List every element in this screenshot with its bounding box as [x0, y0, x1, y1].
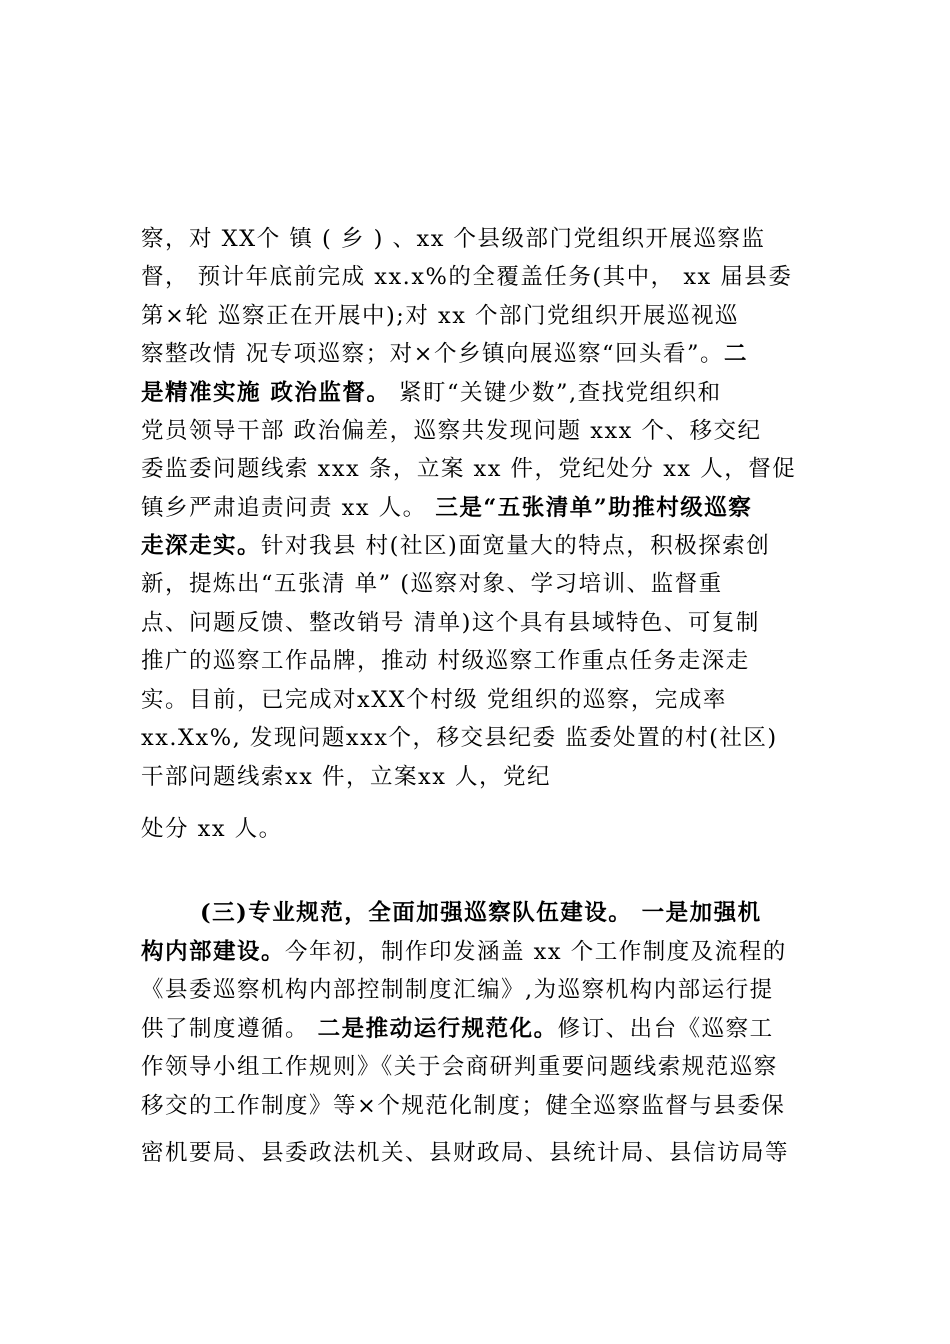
text-line — [141, 646, 821, 676]
bold-text: 是精准实施 政治监督。 — [141, 380, 391, 406]
text-line — [141, 1138, 821, 1168]
text: 今年初，制作印发涵盖 xx 个工作制度及流程的 — [285, 939, 787, 965]
text: xx.Xx%, 发现问题xxx个，移交县纪委 监委处置的村(社区) — [141, 725, 778, 751]
text: 干部问题线索xx 件，立案xx 人，党纪 — [141, 764, 552, 790]
text: 党员领导干部 政治偏差，巡察共发现问题 xxx 个、移交纪 — [141, 418, 762, 444]
text: 推广的巡察工作品牌，推动 村级巡察工作重点任务走深走 — [141, 648, 750, 674]
text-line — [141, 723, 821, 753]
text: 针对我县 村(社区)面宽量大的特点，积极探索创 — [261, 533, 771, 559]
text: 《县委巡察机构内部控制制度汇编》,为巡察机构内部运行提 — [141, 977, 774, 1003]
text: 镇乡严肃追责问责 xx 人。 — [141, 495, 436, 521]
text: 密机要局、县委政法机关、县财政局、县统计局、县信访局等 — [141, 1140, 790, 1166]
text-line — [141, 378, 821, 408]
text-line — [141, 1014, 821, 1044]
section-heading-line — [200, 898, 820, 928]
text-line — [141, 814, 821, 844]
text-line — [141, 493, 821, 523]
bold-text: 走深走实。 — [141, 533, 262, 559]
text: 察，对 XX个 镇 ( 乡 ) 、xx 个县级部门党组织开展巡察监 — [141, 226, 766, 252]
text: 修订、出台《巡察工 — [557, 1016, 774, 1042]
text: 委监委问题线索 xxx 条，立案 xx 件，党纪处分 xx 人，督促 — [141, 456, 797, 482]
text-line — [141, 416, 821, 446]
text-line — [141, 224, 821, 254]
text: 第×轮 巡察正在开展中);对 xx 个部门党组织开展巡视巡 — [141, 303, 740, 329]
text-line — [141, 262, 821, 292]
text-line — [141, 569, 821, 599]
text: 紧盯“关键少数”,查找党组织和 — [390, 380, 722, 406]
bold-text: 三是“五张清单”助推村级巡察 — [435, 495, 753, 521]
text: 新，提炼出“五张清 单” (巡察对象、学习培训、监督重 — [141, 571, 723, 597]
text: 供了制度遵循。 — [141, 1016, 318, 1042]
text: 处分 xx 人。 — [141, 816, 283, 842]
text: 督， 预计年底前完成 xx.x%的全覆盖任务(其中， xx 届县委 — [141, 264, 793, 290]
text-line — [141, 301, 821, 331]
text-line — [141, 454, 821, 484]
text-line — [141, 937, 821, 967]
text: 点、问题反馈、整改销号 清单)这个具有县域特色、可复制 — [141, 610, 760, 636]
bold-text: 二是推动运行规范化。 — [317, 1016, 558, 1042]
text: 察整改情 况专项巡察；对×个乡镇向展巡察“回头看”。 — [141, 341, 725, 367]
text-line — [141, 685, 821, 715]
text-line — [141, 975, 821, 1005]
text-line — [141, 608, 821, 638]
text: 移交的工作制度》等×个规范化制度；健全巡察监督与县委保 — [141, 1093, 786, 1119]
text-line — [141, 762, 821, 792]
section-heading: (三)专业规范，全面加强巡察队伍建设。 一是加强机 — [200, 900, 762, 926]
text-line — [141, 1091, 821, 1121]
text-line — [141, 339, 821, 369]
bold-text: 二 — [724, 341, 749, 367]
bold-text: 构内部建设。 — [141, 939, 286, 965]
text: 实。目前，已完成对xXX个村级 党组织的巡察，完成率 — [141, 687, 727, 713]
text-line — [141, 1052, 821, 1082]
text-line — [141, 531, 821, 561]
text: 作领导小组工作规则》《关于会商研判重要问题线索规范巡察 — [141, 1054, 778, 1080]
